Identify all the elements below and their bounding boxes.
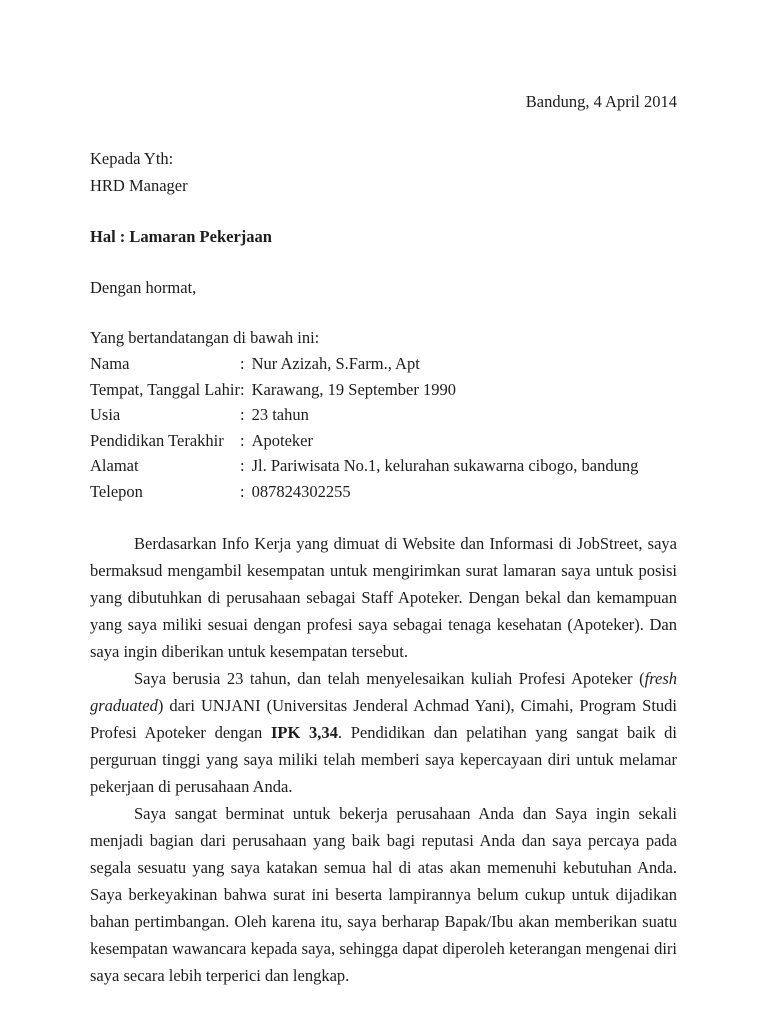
personal-data-row-pendidikan <box>90 428 677 454</box>
field-value-text: Nur Azizah, S.Farm., Apt <box>251 354 420 373</box>
paragraph-2-italic-run: fresh graduated <box>90 669 677 715</box>
colon-separator: : <box>240 354 245 373</box>
field-value <box>240 453 677 479</box>
field-value-text: Apoteker <box>251 430 313 450</box>
recipient-salutation: Kepada Yth: <box>90 149 174 168</box>
subject-line: Hal : Lamaran Pekerjaan <box>90 227 272 246</box>
personal-data-intro: Yang bertandatangan di bawah ini: <box>90 328 320 347</box>
field-label: Pendidikan Terakhir <box>90 430 224 450</box>
personal-data-row-usia <box>90 402 677 428</box>
field-value <box>240 351 677 377</box>
paragraph-1: Berdasarkan Info Kerja yang dimuat di Website dan Informasi di JobStreet, saya bermaksud mengambil kesempatan untuk mengirimkan surat lamaran saya untuk posisi yang dibutuhkan di perusahaan sebagai Staff Apoteker. Dengan bekal dan kemampuan yang saya miliki sesuai dengan profesi saya sebagai tenaga kesehatan (Apoteker). Dan saya ingin diberikan untuk kesempatan tersebut. <box>90 534 677 661</box>
field-value-text: Karawang, 19 September 1990 <box>251 379 456 399</box>
field-value-text: 23 tahun <box>251 405 309 424</box>
field-label: Nama <box>90 354 130 373</box>
personal-data-table <box>90 351 677 504</box>
colon-separator: : <box>240 405 245 424</box>
colon-separator: : <box>240 481 245 501</box>
paragraph-2-run: ) dari UNJANI (Universitas Jenderal Achmad Yani), Cimahi, Program Studi Profesi Apoteker dengan <box>90 696 677 742</box>
paragraph-3: Saya sangat berminat untuk bekerja perusahaan Anda dan Saya ingin sekali menjadi bagian dari perusahaan yang baik bagi reputasi Anda dan saya percaya pada segala sesuatu yang saya katakan semua hal di atas akan memenuhi kebutuhan Anda. Saya berkeyakinan bahwa surat ini beserta lampirannya belum cukup untuk dijadikan bahan pertimbangan. Oleh karena itu, saya berharap Bapak/Ibu akan memberikan suatu kesempatan wawancara kepada saya, sehingga dapat diperoleh keterangan mengenai diri saya secara lebih terperici dan lengkap. <box>90 804 677 985</box>
recipient-title: HRD Manager <box>90 176 188 195</box>
paragraph-2-bold-run: IPK 3,34 <box>271 723 338 742</box>
field-label: Telepon <box>90 481 143 501</box>
personal-data-row-telepon <box>90 479 677 505</box>
field-label: Alamat <box>90 456 139 475</box>
field-value <box>240 479 677 505</box>
field-label: Tempat, Tanggal Lahir <box>90 379 240 399</box>
colon-separator: : <box>240 456 245 475</box>
colon-separator: : <box>240 430 245 450</box>
salutation: Dengan hormat, <box>90 278 197 297</box>
letter-content <box>0 88 768 989</box>
paragraph-2 <box>90 665 677 800</box>
field-value-text: 087824302255 <box>251 481 351 501</box>
paragraph-2-run: . Pendidikan dan pelatihan yang sangat baik di perguruan tinggi yang saya miliki telah memberi saya kepercayaan diri untuk melamar pekerjaan di perusahaan Anda. <box>90 723 677 796</box>
personal-data-row-alamat <box>90 453 677 479</box>
field-value <box>240 377 677 403</box>
field-value-text: Jl. Pariwisata No.1, kelurahan sukawarna cibogo, bandung <box>251 456 639 475</box>
field-value <box>240 402 677 428</box>
paragraph-2-run: Saya berusia 23 tahun, dan telah menyelesaikan kuliah Profesi Apoteker ( <box>134 669 645 688</box>
personal-data-row-ttl <box>90 377 677 403</box>
field-value <box>240 428 677 454</box>
date-line: Bandung, 4 April 2014 <box>525 92 677 111</box>
colon-separator: : <box>240 379 245 399</box>
field-label: Usia <box>90 405 121 424</box>
personal-data-row-nama <box>90 351 677 377</box>
